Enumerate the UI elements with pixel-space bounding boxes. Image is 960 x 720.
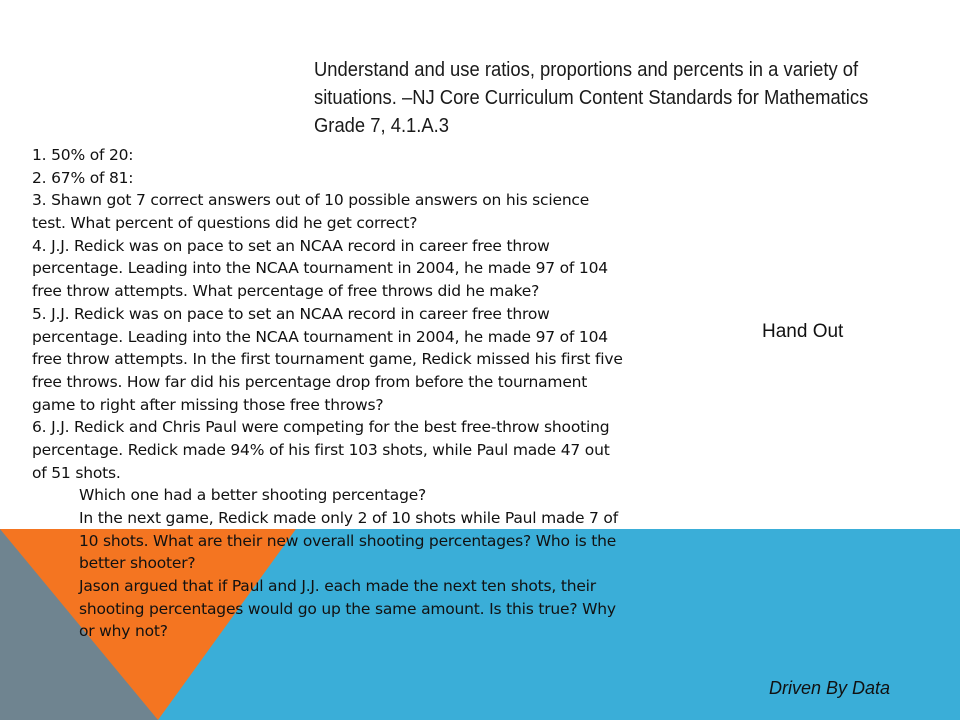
footer-text: Driven By Data bbox=[769, 678, 891, 698]
subquestion-line: or why not? bbox=[79, 622, 168, 641]
problem-line: percentage. Leading into the NCAA tournament in 2004, he made 97 of 104 bbox=[32, 327, 608, 346]
problem-line: free throw attempts. In the first tournament game, Redick missed his first five bbox=[32, 350, 623, 369]
problem-line: 5. J.J. Redick was on pace to set an NCAA record in career free throw bbox=[32, 304, 550, 323]
problem-line: 6. J.J. Redick and Chris Paul were competing for the best free-throw shooting bbox=[32, 418, 610, 437]
problem-line: test. What percent of questions did he get correct? bbox=[32, 214, 418, 233]
problem-line: 2. 67% of 81: bbox=[32, 168, 134, 187]
problem-list bbox=[32, 144, 682, 643]
problem-line: 4. J.J. Redick was on pace to set an NCAA record in career free throw bbox=[32, 236, 550, 255]
problem-line: 1. 50% of 20: bbox=[32, 146, 134, 164]
problem-line: 3. Shawn got 7 correct answers out of 10 possible answers on his science bbox=[32, 191, 590, 210]
subquestion-line: shooting percentages would go up the same amount. Is this true? Why bbox=[79, 599, 616, 618]
subquestion-line: 10 shots. What are their new overall shooting percentages? Who is the bbox=[79, 531, 617, 550]
standard-line: situations. –NJ Core Curriculum Content Standards for Mathematics bbox=[314, 87, 869, 109]
problem-line: of 51 shots. bbox=[32, 463, 121, 482]
problem-line: percentage. Redick made 94% of his first 103 shots, while Paul made 47 out bbox=[32, 440, 610, 459]
problem-line: free throws. How far did his percentage drop from before the tournament bbox=[32, 372, 588, 391]
subquestion-line: better shooter? bbox=[79, 554, 196, 573]
curriculum-standard bbox=[314, 56, 884, 140]
subquestion-line: Which one had a better shooting percentage? bbox=[79, 486, 427, 505]
standard-line: Grade 7, 4.1.A.3 bbox=[314, 115, 450, 137]
subquestion-line: In the next game, Redick made only 2 of 10 shots while Paul made 7 of bbox=[79, 509, 618, 527]
problem-line: game to right after missing those free throws? bbox=[32, 395, 384, 414]
subquestion-line: Jason argued that if Paul and J.J. each made the next ten shots, their bbox=[79, 577, 596, 596]
handout-label: Hand Out bbox=[762, 321, 844, 342]
standard-line: Understand and use ratios, proportions and percents in a variety of bbox=[314, 59, 859, 81]
problem-line: free throw attempts. What percentage of free throws did he make? bbox=[32, 282, 540, 301]
problem-line: percentage. Leading into the NCAA tournament in 2004, he made 97 of 104 bbox=[32, 259, 608, 278]
